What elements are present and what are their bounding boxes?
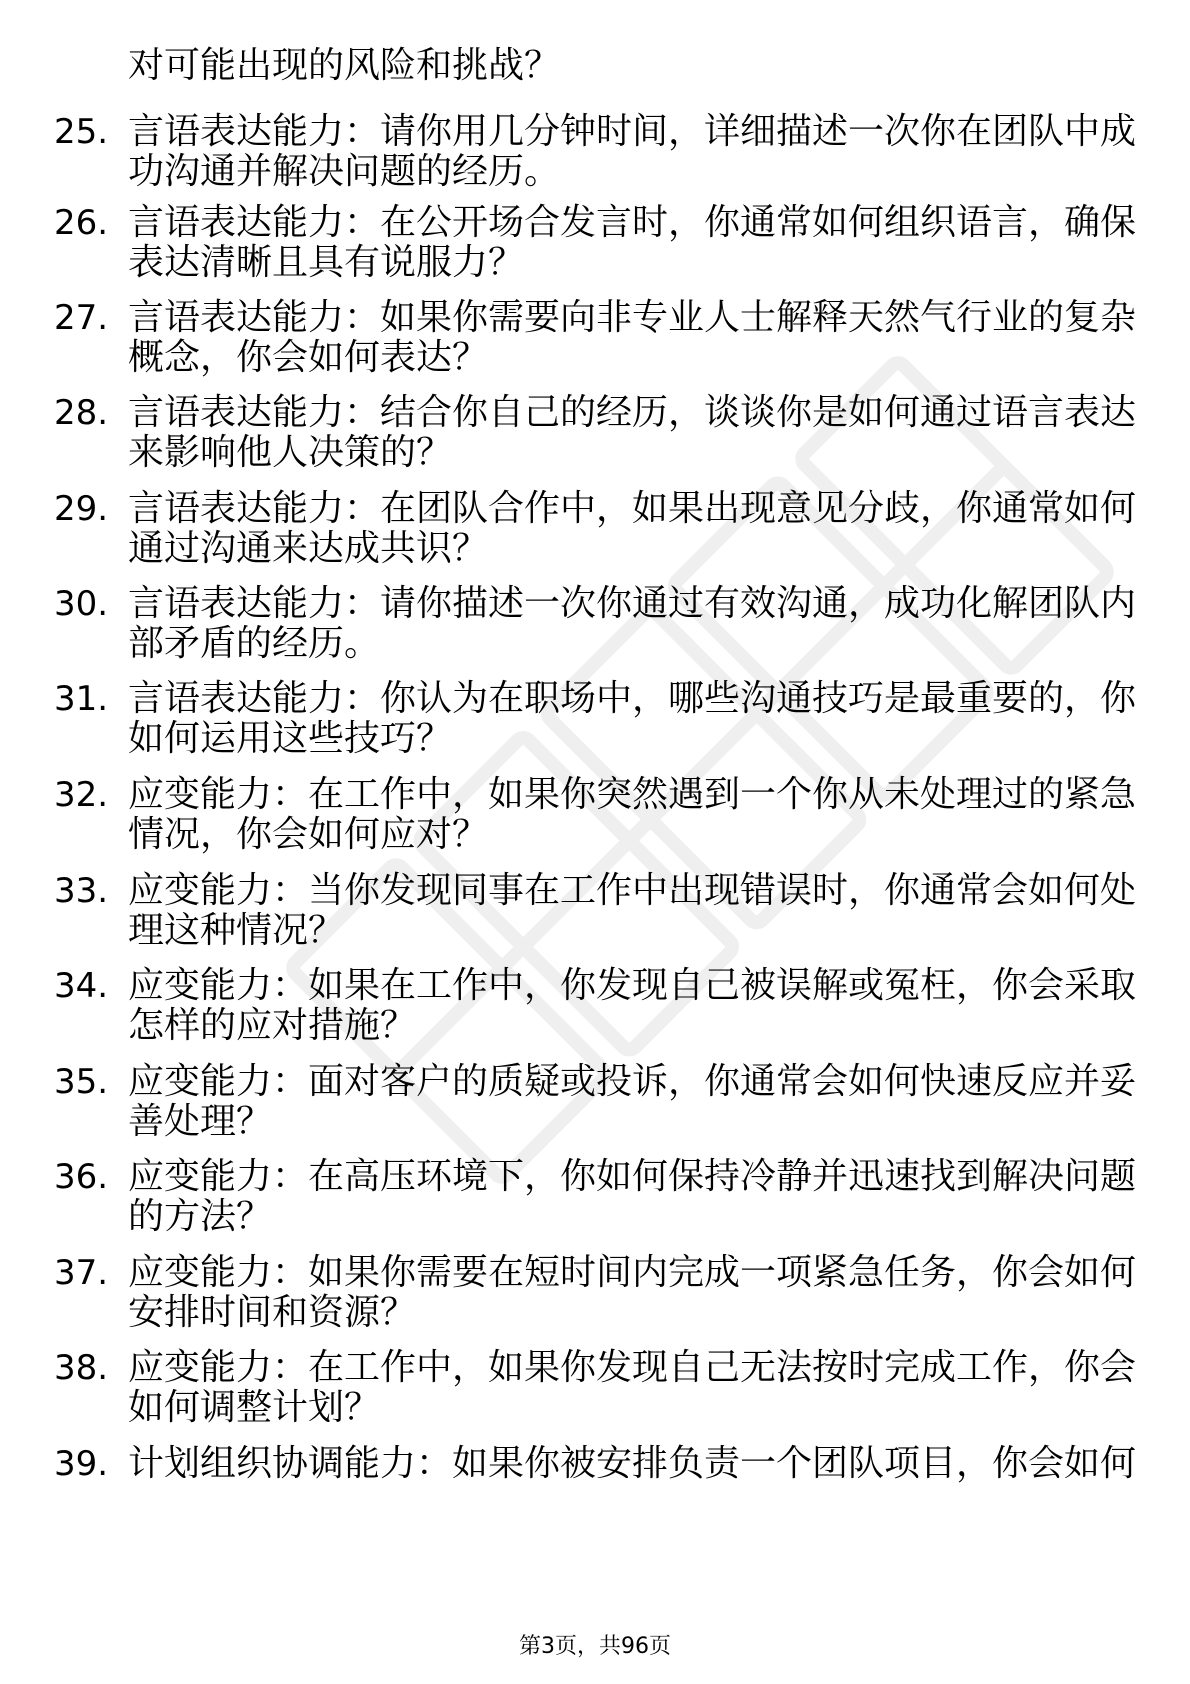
- question-number: 36.: [54, 1157, 109, 1197]
- question-line: 言语表达能力：请你描述一次你通过有效沟通，成功化解团队内: [128, 583, 1137, 624]
- question-text: [128, 392, 1137, 473]
- question-line: 善处理？: [128, 1101, 273, 1142]
- question-line: 应变能力：在工作中，如果你突然遇到一个你从未处理过的紧急: [128, 774, 1137, 815]
- question-text: [128, 1347, 1137, 1428]
- question-line: 计划组织协调能力：如果你被安排负责一个团队项目，你会如何: [128, 1443, 1137, 1484]
- question-text: [128, 965, 1137, 1046]
- question-line: 应变能力：在高压环境下，你如何保持冷静并迅速找到解决问题: [128, 1156, 1137, 1197]
- question-text: [128, 678, 1137, 759]
- question-number: 34.: [54, 966, 109, 1006]
- question-number: 27.: [54, 298, 109, 338]
- question-number: 28.: [54, 393, 109, 433]
- question-number: 39.: [54, 1444, 109, 1484]
- question-text: [128, 774, 1137, 855]
- question-line: 言语表达能力：如果你需要向非专业人士解释天然气行业的复杂: [128, 297, 1137, 338]
- question-line: 怎样的应对措施？: [128, 1005, 417, 1046]
- question-number: 26.: [54, 203, 109, 243]
- question-line: 言语表达能力：在团队合作中，如果出现意见分歧，你通常如何: [128, 488, 1137, 529]
- question-line: 如何调整计划？: [128, 1387, 381, 1428]
- question-line: 的方法？: [128, 1196, 273, 1237]
- question-number: 29.: [54, 489, 109, 529]
- question-number: 35.: [54, 1062, 109, 1102]
- question-line: 言语表达能力：在公开场合发言时，你通常如何组织语言，确保: [128, 202, 1137, 243]
- question-line: 来影响他人决策的？: [128, 432, 453, 473]
- question-number: 37.: [54, 1253, 109, 1293]
- question-line: 应变能力：如果在工作中，你发现自己被误解或冤枉，你会采取: [128, 965, 1137, 1006]
- question-line: 通过沟通来达成共识？: [128, 528, 489, 569]
- question-text: [128, 583, 1137, 664]
- continuation-line: 对可能出现的风险和挑战？: [128, 45, 561, 86]
- question-line: 言语表达能力：结合你自己的经历，谈谈你是如何通过语言表达: [128, 392, 1137, 433]
- question-line: 表达清晰且具有说服力？: [128, 242, 525, 283]
- question-line: 言语表达能力：你认为在职场中，哪些沟通技巧是最重要的，你: [128, 678, 1137, 719]
- question-line: 功沟通并解决问题的经历。: [128, 151, 561, 192]
- question-text: [128, 1252, 1137, 1333]
- question-number: 32.: [54, 775, 109, 815]
- question-line: 理这种情况？: [128, 910, 345, 951]
- question-line: 言语表达能力：请你用几分钟时间，详细描述一次你在团队中成: [128, 111, 1137, 152]
- question-line: 如何运用这些技巧？: [128, 718, 453, 759]
- question-text: [128, 111, 1137, 192]
- question-line: 应变能力：当你发现同事在工作中出现错误时，你通常会如何处: [128, 870, 1137, 911]
- question-number: 25.: [54, 112, 109, 152]
- page-footer: 第3页，共96页: [519, 1634, 671, 1659]
- question-line: 应变能力：面对客户的质疑或投诉，你通常会如何快速反应并妥: [128, 1061, 1137, 1102]
- question-text: [128, 870, 1137, 951]
- question-number: 33.: [54, 871, 109, 911]
- question-text: [128, 1061, 1137, 1142]
- question-text: [128, 297, 1137, 378]
- question-line: 部矛盾的经历。: [128, 623, 381, 664]
- question-line: 应变能力：如果你需要在短时间内完成一项紧急任务，你会如何: [128, 1252, 1137, 1293]
- question-text: [128, 1156, 1137, 1237]
- question-line: 安排时间和资源？: [128, 1292, 417, 1333]
- question-line: 应变能力：在工作中，如果你发现自己无法按时完成工作，你会: [128, 1347, 1137, 1388]
- question-number: 38.: [54, 1348, 109, 1388]
- question-number: 30.: [54, 584, 109, 624]
- question-text: [128, 488, 1137, 569]
- question-line: 概念，你会如何表达？: [128, 337, 489, 378]
- question-text: [128, 1443, 1137, 1484]
- question-line: 情况，你会如何应对？: [128, 814, 489, 855]
- question-text: [128, 202, 1137, 283]
- question-number: 31.: [54, 679, 109, 719]
